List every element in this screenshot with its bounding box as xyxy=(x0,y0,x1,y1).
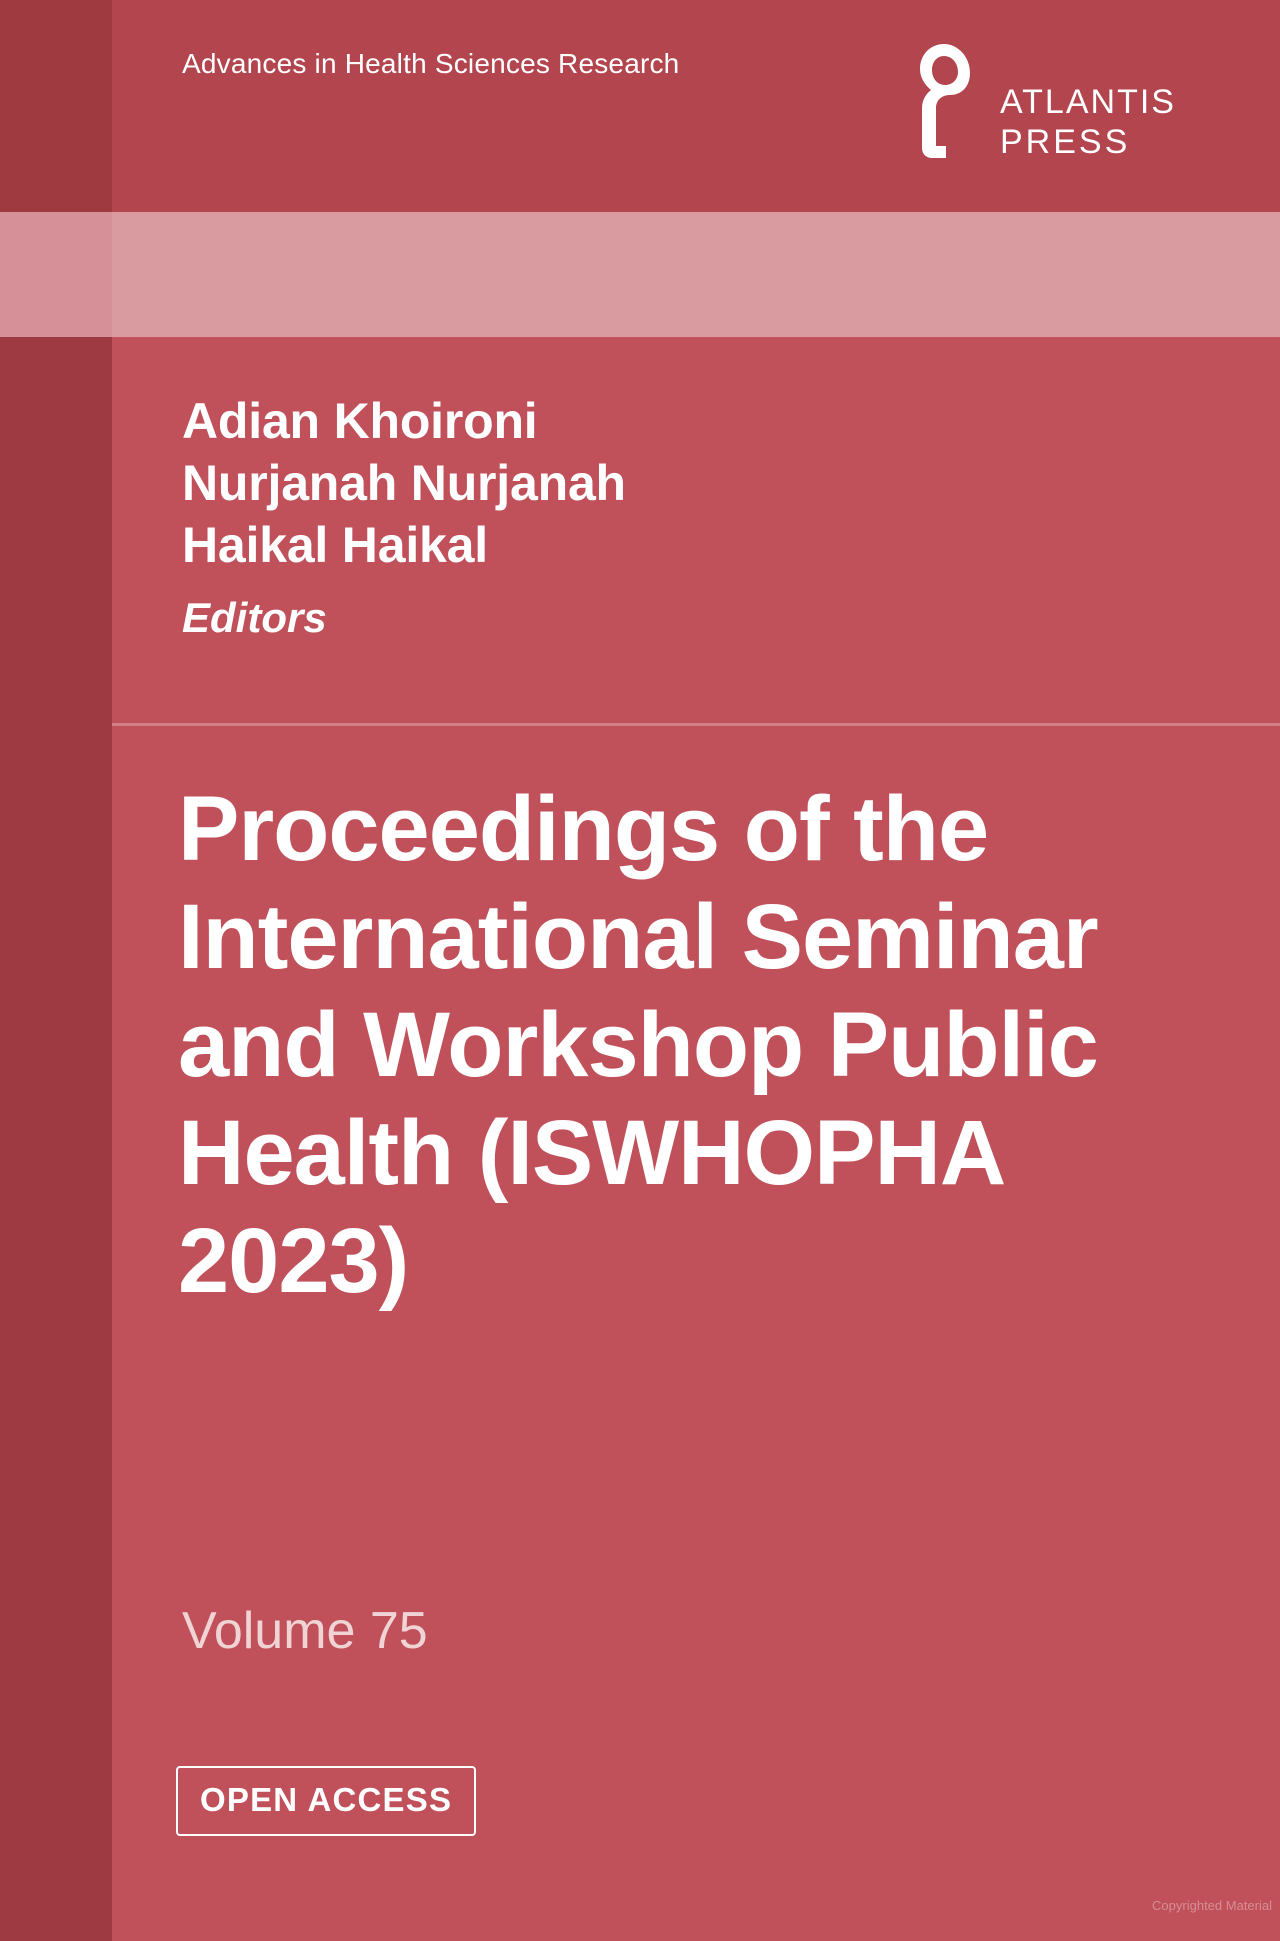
editor-name: Nurjanah Nurjanah xyxy=(182,455,626,511)
section-divider xyxy=(112,723,1280,726)
series-band xyxy=(0,212,1280,337)
cover-spine-top-strip xyxy=(0,0,112,212)
editors-block xyxy=(182,390,982,642)
editor-name: Haikal Haikal xyxy=(182,517,488,573)
series-band-inner xyxy=(112,212,1280,337)
copyright-watermark: Copyrighted Material xyxy=(1152,1898,1272,1913)
editor-name: Adian Khoironi xyxy=(182,393,538,449)
editors-label: Editors xyxy=(182,594,327,641)
volume-number: Volume 75 xyxy=(182,1602,428,1660)
publisher-name xyxy=(1000,82,1176,162)
publisher-name-line1: ATLANTIS xyxy=(1000,83,1176,121)
publisher-logo xyxy=(900,42,1176,162)
series-title: Advances in Health Sciences Research xyxy=(182,48,680,79)
page-title: Proceedings of the International Seminar and Workshop Public Health (ISWHOPHA 2023) xyxy=(178,778,1098,1312)
atlantis-press-logo-icon xyxy=(900,42,978,160)
open-access-badge: OPEN ACCESS xyxy=(176,1766,476,1836)
publisher-name-line2: PRESS xyxy=(1000,123,1131,161)
